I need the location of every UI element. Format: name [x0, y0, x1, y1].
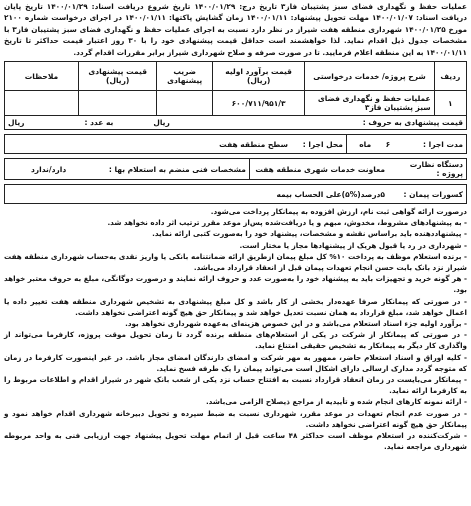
list-item: - پیشنهاددهنده باید براساس نقشه و مشخصات، پیشنهاد خود را به‌صورت کتبی ارائه نماید. — [152, 229, 467, 239]
list-item: - پیمانکار می‌بایست در زمان انعقاد قرارداد نسبت به افتتاح حساب نزد یکی از شعب بانک شهر در شیراز اقدام و اطلاعات مربوط را به کارفرما ارائه نماید. — [4, 375, 467, 396]
list-item: - در صورت عدم انجام تعهدات در موعد مقرر، شهرداری نسبت به ضبط سپرده و تحویل دبیرخانه شهرداری اقدام خواهد نمود و پیمانکار حق هیچ گونه اعتراضی نخواهد داشت. — [4, 408, 467, 429]
intro-paragraph: عملیات حفظ و نگهداری فضای سبز پشتیبان فاز۳ تاریخ درج: ۱۴۰۰/۰۱/۲۹ تاریخ شروع دریافت اسناد: ۱۴۰۰/۰۱/۲۹ تاریخ پایان دریافت اسناد: ۱۴۰۰/۰۱/۰۷ مهلت تحویل پیشنهاد: ۱۴۰۰/۰۱/۱۱ زمان گشایش پاکتها: ۱۴۰۰/۰۱/۱۱ در اجرای درخواست شماره ۲۱۰۰ مورخ ۱۴۰۰/۰۱/۲۵ شهرداری منطقه هفت شیراز در نظر دارد نسبت به اجرای عملیات حفظ و نگهداری فضای سبز پشتیبان فاز۳ با مشخصات جدول ذیل اقدام نماید. لذا خواهشمند است حداقل قیمت پیشنهادی خود را با ۳۰ روز اعتبار قیمت حداکثر تا تاریخ ۱۴۰۰/۰۱/۱۱ به این منطقه اعلام فرمایید. تا در صورت صرفه و صلاح شهرداری شیراز برابر مقررات اقدام گردد. — [4, 2, 468, 57]
col-header-index: ردیف — [434, 62, 466, 91]
supervision-label: دستگاه نظارت پروژه : — [388, 159, 467, 180]
total-number-currency: ریال — [8, 118, 25, 128]
items-table — [4, 61, 467, 116]
location-label: محل اجرا : — [291, 135, 346, 154]
supervision-value: معاونت خدمات شهری منطقه هفت — [249, 159, 388, 180]
row-estimate: ۶۰۰/۷۱۱/۹۵۱/۳ — [212, 91, 304, 116]
total-words-label: قیمت پیشنهادی به حروف : — [362, 118, 463, 128]
col-header-estimate: قیمت برآورد اولیه (ریال) — [212, 62, 304, 91]
list-item: - شهرداری در رد یا قبول هریک از پیشنهادها مجاز یا مختار است. — [239, 240, 467, 250]
terms-list — [4, 206, 467, 452]
total-words-currency: ریال — [153, 118, 170, 128]
supervision-table — [4, 158, 467, 180]
row-description: عملیات حفظ و نگهداری فضای سبز پشتیبان فاز۳ — [305, 91, 434, 116]
document-page — [4, 1, 467, 453]
col-header-coef: ضریب پیشنهادی — [157, 62, 212, 91]
tech-spec-value: دارد/ندارد — [5, 159, 70, 180]
duration-row — [5, 135, 467, 154]
list-item: - به پیشنهادهای مشروط، مخدوش، مبهم و یا دریافت‌شده پس‌از موعد مقرر ترتیب اثر داده نخواهد شد. — [107, 218, 467, 228]
list-item: - در صورتی که پیمانکار از شرکت در یکی از استعلام‌های منطقه برنده گردد تا زمان تحویل موقت پروژه، کارفرما می‌تواند از واگذاری کار دیگر به پیمانکار به تشخیص حقیقی امتناع نماید. — [4, 330, 467, 351]
duration-value: ۶ — [374, 135, 402, 154]
col-header-notes: ملاحظات — [5, 62, 79, 91]
col-header-description: شرح پروژه/ خدمات درخواستی — [305, 62, 434, 91]
payment-value: ۵درصد(%۵)علی الحساب بیمه — [5, 185, 388, 204]
list-item: - کلیه اوراق و اسناد استعلام حاضر، ممهور به مهر شرکت و امضای دارندگان امضای مجاز باشد. در غیر اینصورت کارفرما در زمان که متوجه گردد مدارک ارسالی دارای اشکال است می‌تواند پیمان را یک طرفه فسخ نماید. — [4, 352, 467, 373]
table-row — [5, 91, 467, 116]
list-item: - ارائه نمونه کارهای انجام شده و تأییدیه از مراجع ذیصلاح الزامی می‌باشد. — [205, 397, 467, 407]
total-in-words-row — [4, 116, 467, 130]
list-item: - برنده استعلام موظف به پرداخت ۱۰% کل مبلغ پیمان ازطریق ارائه ضمانتنامه بانکی یا واریز نقدی به‌حساب شهرداری منطقه هفت شیراز نزد بانک بابت حسن انجام تعهدات پیمان قبل از انعقاد قرارداد می‌باشد. — [4, 251, 468, 273]
supervision-row — [5, 159, 467, 180]
tech-spec-label: مشخصات فنی منضم به استعلام بها : — [69, 159, 249, 180]
total-number-label: به عدد : — [84, 118, 114, 128]
row-offer[interactable] — [78, 91, 157, 116]
table-header-row — [5, 62, 467, 91]
row-notes — [5, 91, 79, 116]
list-item: - هر گونه خرید و تجهیزات باید به پیشنهاد خود را به‌صورت عدد و حروف ارائه نمایند و درصورت دوگانگی، مبلغ به حروف معتبر خواهد بود. — [4, 274, 467, 295]
list-item: - شرکت‌کننده در استعلام موظف است حداکثر ۴۸ ساعت قبل از اتمام مهلت تحویل پیشنهاد جهت ارزیابی فنی به واحد مربوطه شهرداری مراجعه نماید. — [4, 431, 467, 452]
duration-table — [4, 134, 467, 154]
row-index: ۱ — [434, 91, 466, 116]
payment-row — [5, 185, 467, 204]
location-value: سطح منطقه هفت — [5, 135, 291, 154]
list-item: درصورت ارائه گواهی ثبت نام، ارزش افزوده به پیمانکار پرداخت می‌شود. — [210, 207, 467, 217]
row-coef[interactable] — [157, 91, 212, 116]
col-header-offer: قیمت پیشنهادی (ریال) — [78, 62, 157, 91]
list-item: - در صورتی که پیمانکار صرفا عهده‌دار بخشی از کار باشد و کل مبلغ پیشنهادی به تشخیص شهرداری منطقه هفت تغییر داده یا اعمال خواهد شد، مبلغ قرارداد به همان نسبت تعدیل خواهد شد و پیمانکار حق هیچ گونه اعتراضی نخواهد داشت. — [4, 296, 467, 317]
list-item: - برآورد اولیه جزء اسناد استعلام می‌باشد و در این خصوص هزینه‌ای به‌عهده شهرداری نخواهد بود. — [125, 319, 467, 329]
payment-label: کسورات پیمان : — [388, 185, 467, 204]
payment-table — [4, 184, 467, 204]
duration-unit: ماه — [346, 135, 374, 154]
duration-label: مدت اجرا : — [402, 135, 467, 154]
